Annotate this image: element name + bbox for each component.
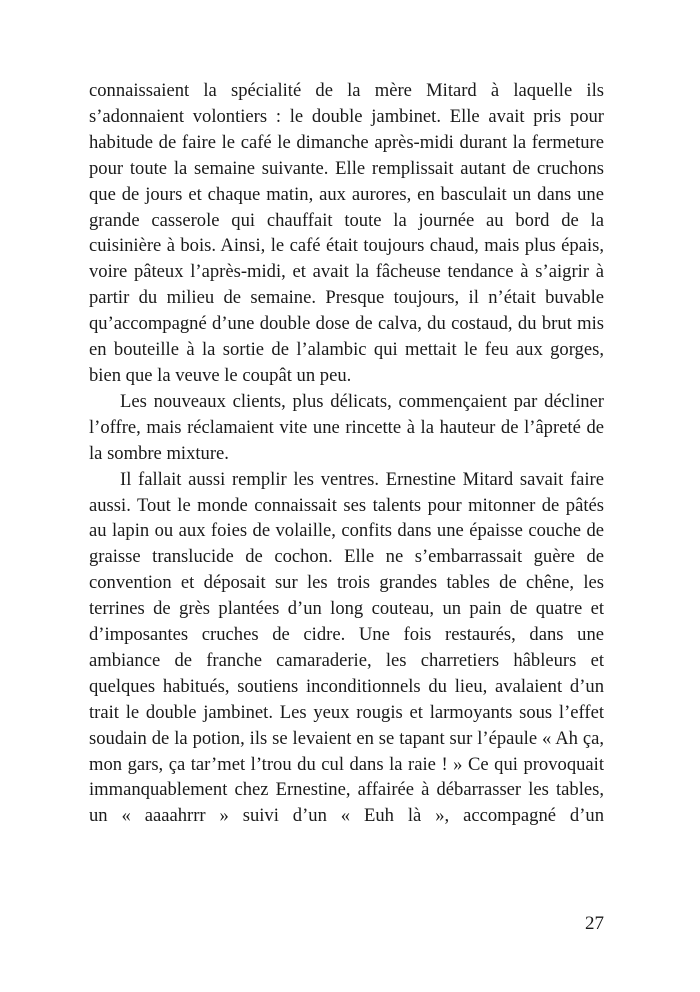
body-text — [89, 78, 604, 829]
page-number: 27 — [585, 913, 604, 934]
paragraph-2: Les nouveaux clients, plus délicats, commençaient par décliner l’offre, mais réclamaient vite une rincette à la hauteur de l’âpreté de la sombre mixture. — [89, 390, 604, 464]
paragraph-1: connaissaient la spécialité de la mère Mitard à laquelle ils s’adonnaient volontiers : le double jambinet. Elle avait pris pour habitude de faire le café le dimanche après-midi durant la fermeture pour toute la semaine suivante. Elle remplissait autant de cruchons que de jours et chaque matin, aux aurores, en basculait un dans une grande casserole qui chauffait toute la journée au bord de la cuisinière à bois. Ainsi, le café était toujours chaud, mais plus épais, voire pâteux l’après-midi, et avait la fâcheuse tendance à s’aigrir à partir du milieu de semaine. Presque toujours, il n’était buvable qu’accompagné d’une double dose de calva, du costaud, du brut mis en bouteille à la sortie de l’alambic qui mettait le feu aux gorges, bien que la veuve le coupât un peu. — [89, 80, 604, 386]
paragraph-3: Il fallait aussi remplir les ventres. Ernestine Mitard savait faire aussi. Tout le monde connaissait ses talents pour mitonner de pâtés au lapin ou aux foies de volaille, confits dans une épaisse couche de graisse translucide de cochon. Elle ne s’embarrassait guère de convention et déposait sur les trois grandes tables de chêne, les terrines de grès plantées d’un long couteau, un pain de quatre et d’imposantes cruches de cidre. Une fois restaurés, dans une ambiance de franche camaraderie, les charretiers hâbleurs et quelques habitués, soutiens inconditionnels du lieu, avalaient d’un trait le double jambinet. Les yeux rougis et larmoyants sous l’effet soudain de la potion, ils se levaient en se tapant sur l’épaule « Ah ça, mon gars, ça tar’met l’trou du cul dans la raie ! » Ce qui provoquait immanquablement chez Ernestine, affairée à débarrasser les tables, un « aaaahrrr » suivi d’un « Euh là », accompagné d’un — [89, 468, 604, 827]
